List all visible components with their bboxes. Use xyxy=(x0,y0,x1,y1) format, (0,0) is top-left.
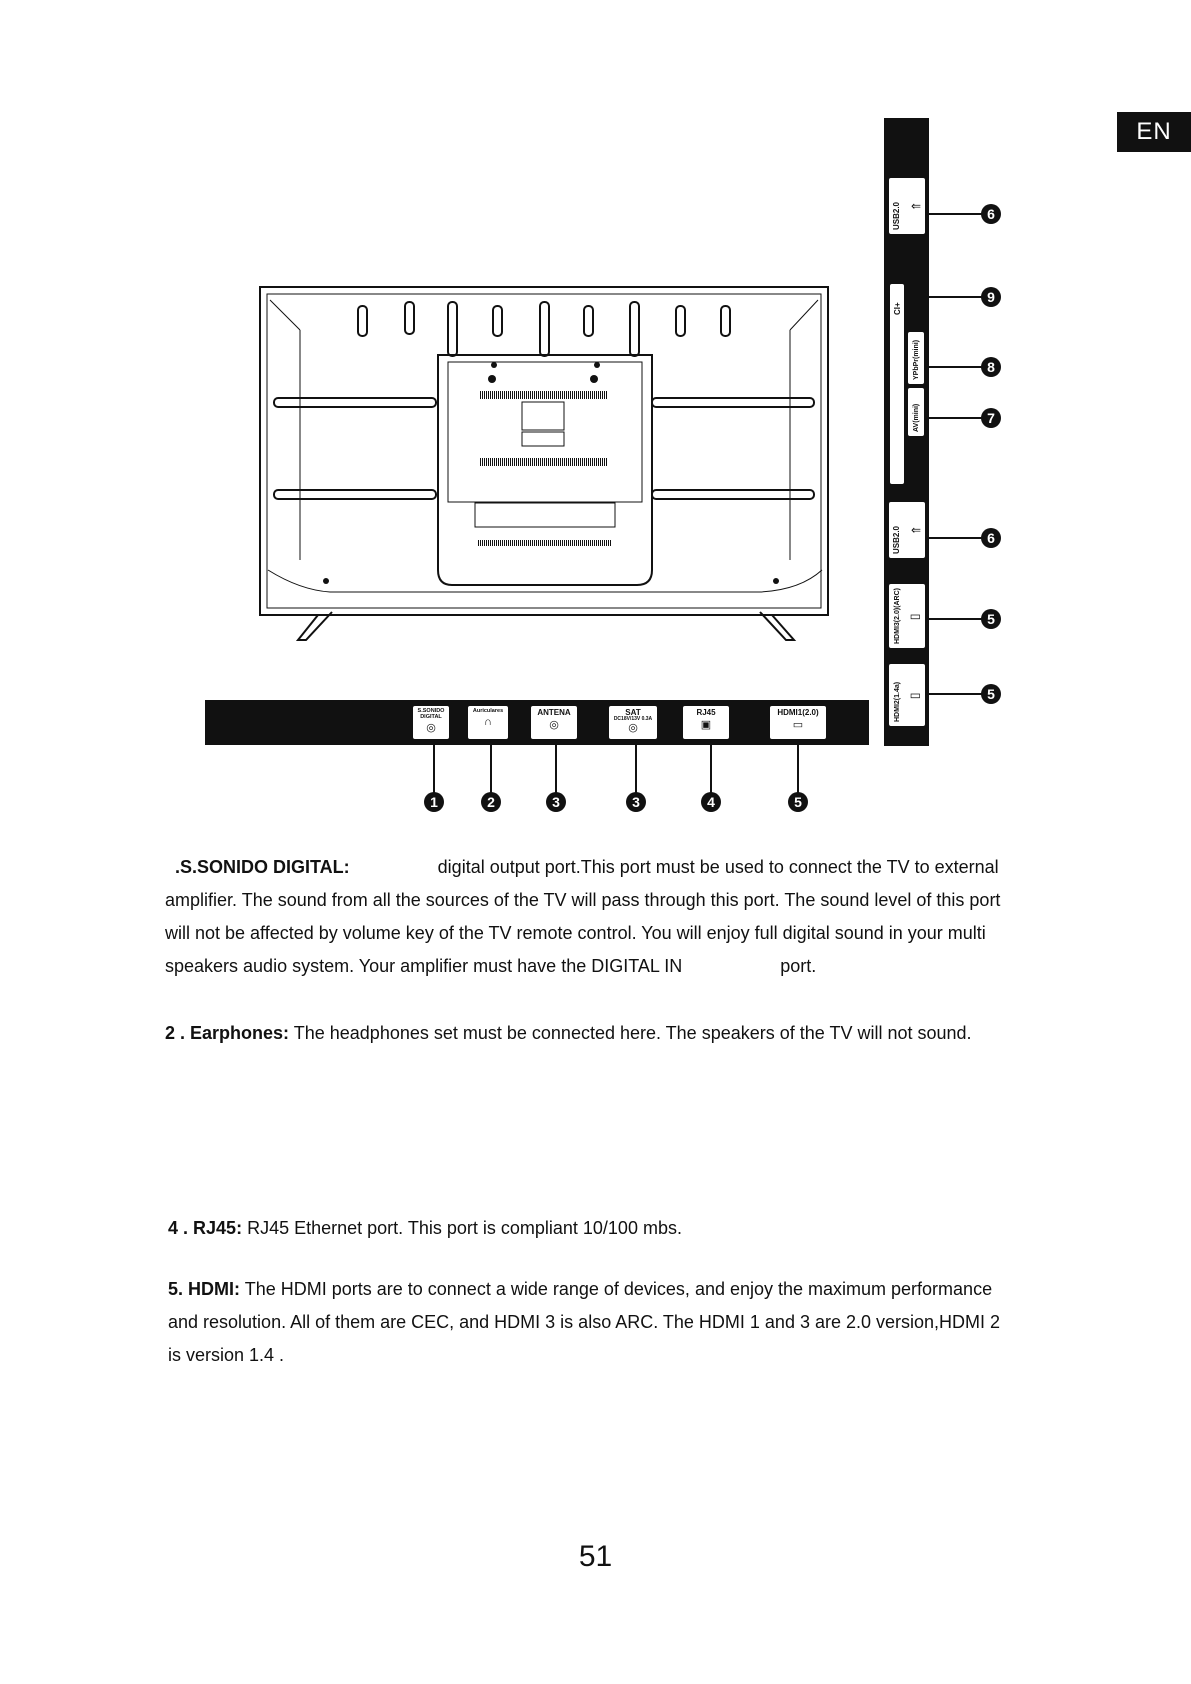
port-hdmi2 xyxy=(889,664,925,726)
port-hdmi3 xyxy=(889,584,925,648)
callout-5b: 5 xyxy=(981,609,1001,629)
section-earphones xyxy=(165,1017,1045,1050)
port-label: USB2.0 xyxy=(892,201,901,230)
section-number: 5. xyxy=(168,1279,184,1299)
callout-9: 9 xyxy=(981,287,1001,307)
callout-8: 8 xyxy=(981,357,1001,377)
port-usb-top xyxy=(889,178,925,234)
ethernet-icon: ▣ xyxy=(700,719,712,731)
usb-icon: ⇐ xyxy=(910,199,921,213)
callout-2: 2 xyxy=(481,792,501,812)
language-tab: EN xyxy=(1117,112,1191,152)
section-rj45 xyxy=(168,1212,1048,1245)
port-label: S.SONIDO DIGITAL xyxy=(417,708,445,720)
port-ci-slot xyxy=(890,284,904,484)
hdmi-icon: ▭ xyxy=(792,719,804,731)
page-number: 51 xyxy=(578,1540,613,1573)
port-usb-bottom xyxy=(889,502,925,558)
line-1 xyxy=(165,851,1045,884)
section-title: RJ45: xyxy=(193,1218,243,1238)
section-text: RJ45 Ethernet port. This port is compliant 10/100 mbs. xyxy=(247,1218,682,1238)
callout-5c: 5 xyxy=(981,684,1001,704)
section-title: HDMI: xyxy=(188,1279,241,1299)
section-text: speakers audio system. Your amplifier must have the DIGITAL IN xyxy=(165,956,683,976)
port-av xyxy=(908,388,924,436)
hdmi-icon: ▭ xyxy=(909,609,921,623)
line-2: amplifier. The sound from all the sources of the TV will pass through this port. The sound level of this port xyxy=(165,890,1001,910)
coaxial-icon: ◎ xyxy=(628,722,638,734)
callout-3b: 3 xyxy=(626,792,646,812)
section-text: The headphones set must be connected here. The speakers of the TV will not sound. xyxy=(293,1023,972,1043)
port-label: Auriculares xyxy=(472,708,504,714)
headphones-icon: ∩ xyxy=(484,716,492,728)
port-label: HDMI2(1.4a) xyxy=(894,681,901,722)
port-antenna xyxy=(531,706,577,739)
port-rj45 xyxy=(683,706,729,739)
section-number: 2 . xyxy=(165,1023,186,1043)
port-sublabel: DC18V/13V 0.3A xyxy=(613,716,653,722)
section-hdmi xyxy=(168,1273,1048,1372)
side-port-strip xyxy=(884,118,929,746)
callout-3: 3 xyxy=(546,792,566,812)
section-digital-audio xyxy=(165,851,1045,983)
port-label: AV(mini) xyxy=(913,403,920,432)
coaxial-icon: ◎ xyxy=(426,722,436,734)
callout-5: 5 xyxy=(788,792,808,812)
port-label: CI+ xyxy=(893,302,902,315)
port-hdmi1 xyxy=(770,706,826,739)
callout-6b: 6 xyxy=(981,528,1001,548)
section-text: digital output port.This port must be used to connect the TV to external xyxy=(437,857,999,877)
section-number: 4 . xyxy=(168,1218,189,1238)
port-label: HDMI1(2.0) xyxy=(777,708,819,717)
callout-4: 4 xyxy=(701,792,721,812)
coaxial-icon: ◎ xyxy=(549,719,559,731)
section-text: port. xyxy=(780,956,817,976)
line-3: will not be affected by volume key of the TV remote control. You will enjoy full digital sound in your multi xyxy=(165,923,986,943)
port-digital-audio xyxy=(413,706,449,739)
callout-7: 7 xyxy=(981,408,1001,428)
port-satellite xyxy=(609,706,657,739)
port-label: USB2.0 xyxy=(892,525,901,554)
callout-1: 1 xyxy=(424,792,444,812)
port-label: RJ45 xyxy=(696,708,716,717)
line-3: is version 1.4 . xyxy=(168,1345,285,1365)
port-headphones xyxy=(468,706,508,739)
port-label: ANTENA xyxy=(537,708,571,717)
section-text: The HDMI ports are to connect a wide range of devices, and enjoy the maximum performance xyxy=(244,1279,993,1299)
tv-rear-illustration xyxy=(0,0,1191,760)
port-ypbpr xyxy=(908,332,924,384)
callout-6: 6 xyxy=(981,204,1001,224)
section-title: .S.SONIDO DIGITAL: xyxy=(175,857,350,877)
hdmi-icon: ▭ xyxy=(909,688,921,702)
port-label: YPbPr(mini) xyxy=(913,339,920,380)
port-label: SAT xyxy=(625,708,641,717)
line-1 xyxy=(168,1273,1048,1306)
bottom-port-strip xyxy=(205,700,869,745)
line-2: and resolution. All of them are CEC, and HDMI 3 is also ARC. The HDMI 1 and 3 are 2.0 version,HDMI 2 xyxy=(168,1312,1001,1332)
port-label: HDMI3(2.0)(ARC) xyxy=(894,588,901,644)
usb-icon: ⇐ xyxy=(910,523,921,537)
line-4 xyxy=(165,950,1045,983)
section-title: Earphones: xyxy=(190,1023,290,1043)
